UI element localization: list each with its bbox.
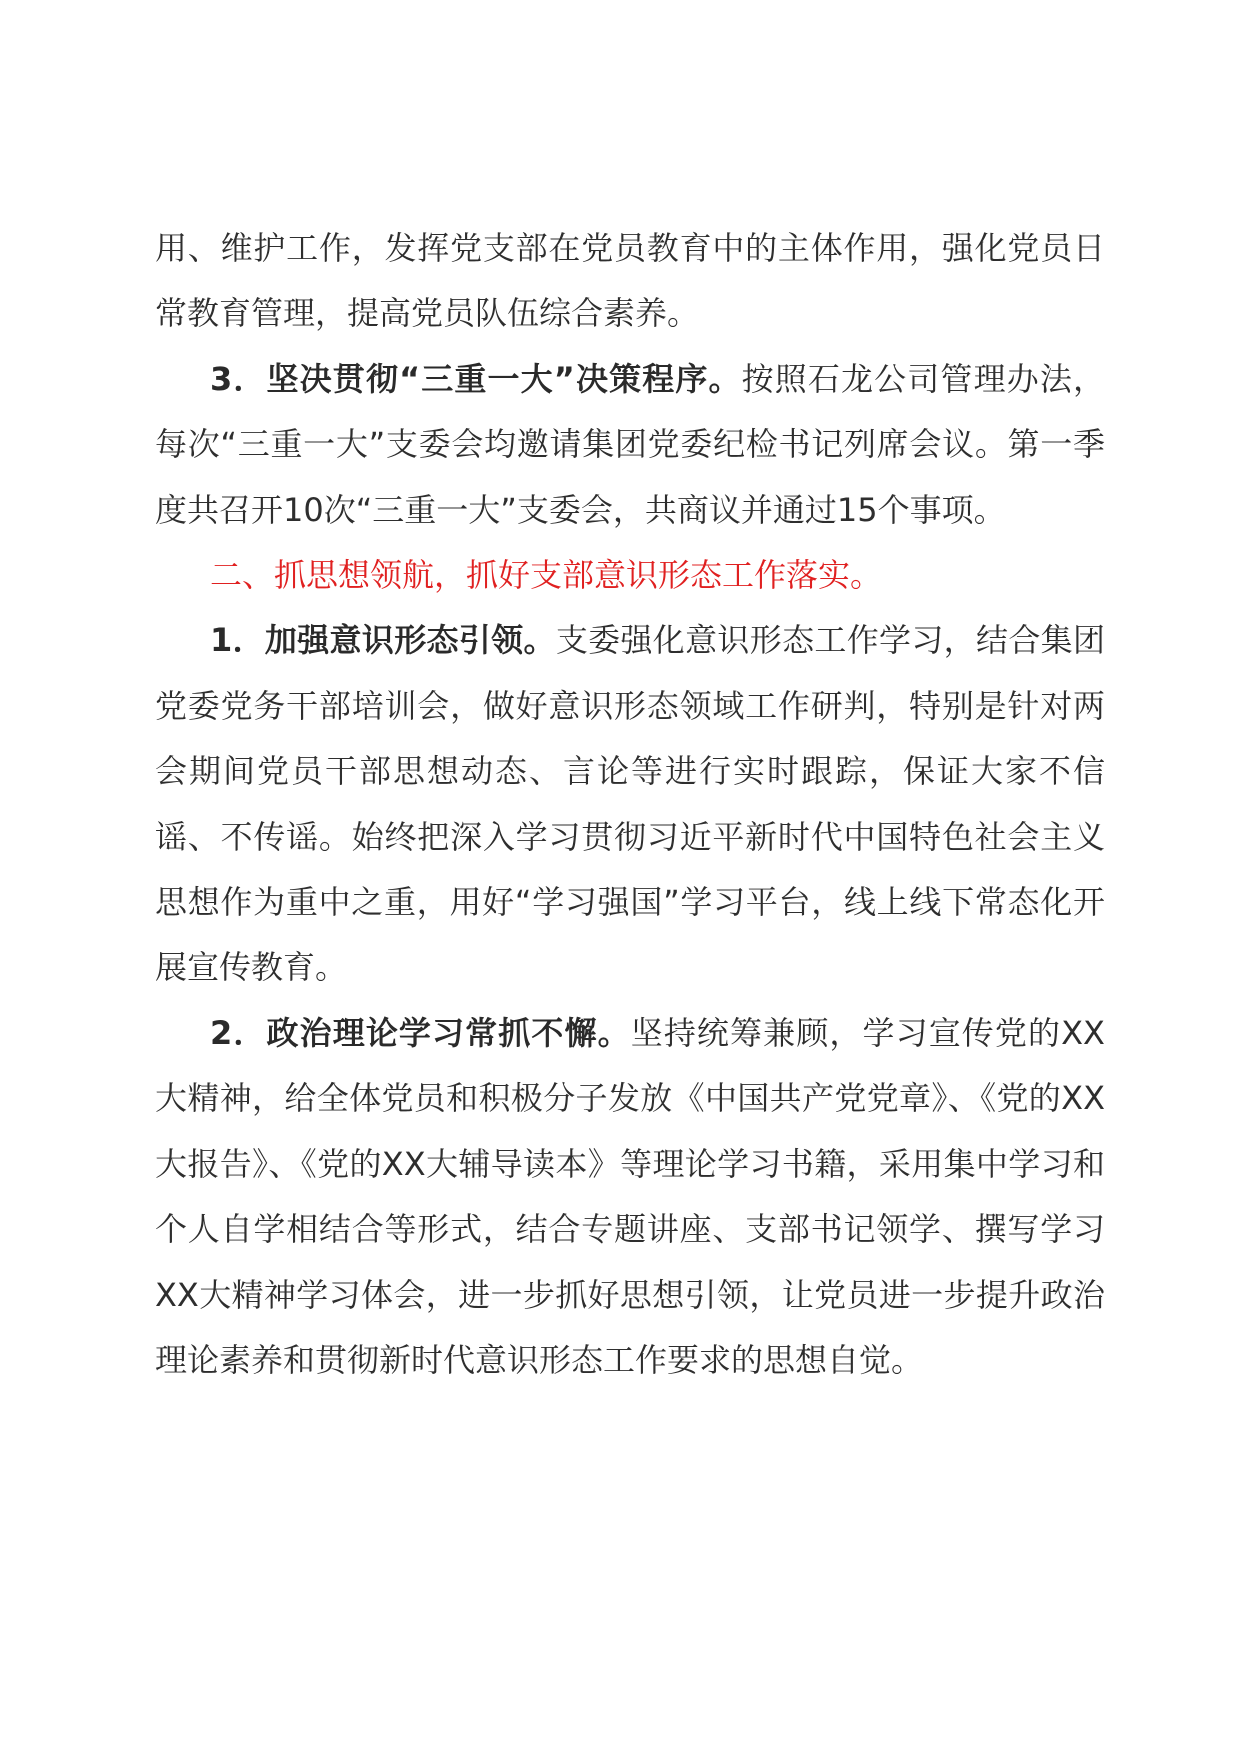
paragraph-decision-procedure xyxy=(155,347,1105,543)
paragraph-text: 按照石龙公司管理办法，每次“三重一大”支委会均邀请集团党委纪检书记列席会议。第一季度共召开10次“三重一大”支委会，共商议并通过15个事项。 xyxy=(155,359,1105,529)
paragraph-continuation xyxy=(155,216,1105,347)
paragraph-theory-study xyxy=(155,1001,1105,1393)
paragraph-text: 坚持统筹兼顾，学习宣传党的XX大精神，给全体党员和积极分子发放《中国共产党党章》、《党的XX大报告》、《党的XX大辅导读本》等理论学习书籍，采用集中学习和个人自学相结合等形式，结合专题讲座、支部书记领学、撰写学习XX大精神学习体会，进一步抓好思想引领，让党员进一步提升政治理论素养和贯彻新时代意识形态工作要求的思想自觉。 xyxy=(155,1013,1105,1379)
paragraph-text: 支委强化意识形态工作学习，结合集团党委党务干部培训会，做好意识形态领域工作研判，特别是针对两会期间党员干部思想动态、言论等进行实时跟踪，保证大家不信谣、不传谣。始终把深入学习贯彻习近平新时代中国特色社会主义思想作为重中之重，用好“学习强国”学习平台，线上线下常态化开展宣传教育。 xyxy=(155,621,1105,987)
document-page xyxy=(155,216,1105,1393)
section-heading xyxy=(155,543,1105,608)
section-heading-text: 二、抓思想领航，抓好支部意识形态工作落实。 xyxy=(210,556,883,595)
paragraph-lead: 3．坚决贯彻“三重一大”决策程序。 xyxy=(210,359,742,398)
paragraph-text: 用、维护工作，发挥党支部在党员教育中的主体作用，强化党员日常教育管理，提高党员队伍综合素养。 xyxy=(155,229,1105,333)
paragraph-lead: 2．政治理论学习常抓不懈。 xyxy=(210,1013,631,1052)
paragraph-ideology-guidance xyxy=(155,608,1105,1000)
paragraph-lead: 1．加强意识形态引领。 xyxy=(210,621,556,660)
